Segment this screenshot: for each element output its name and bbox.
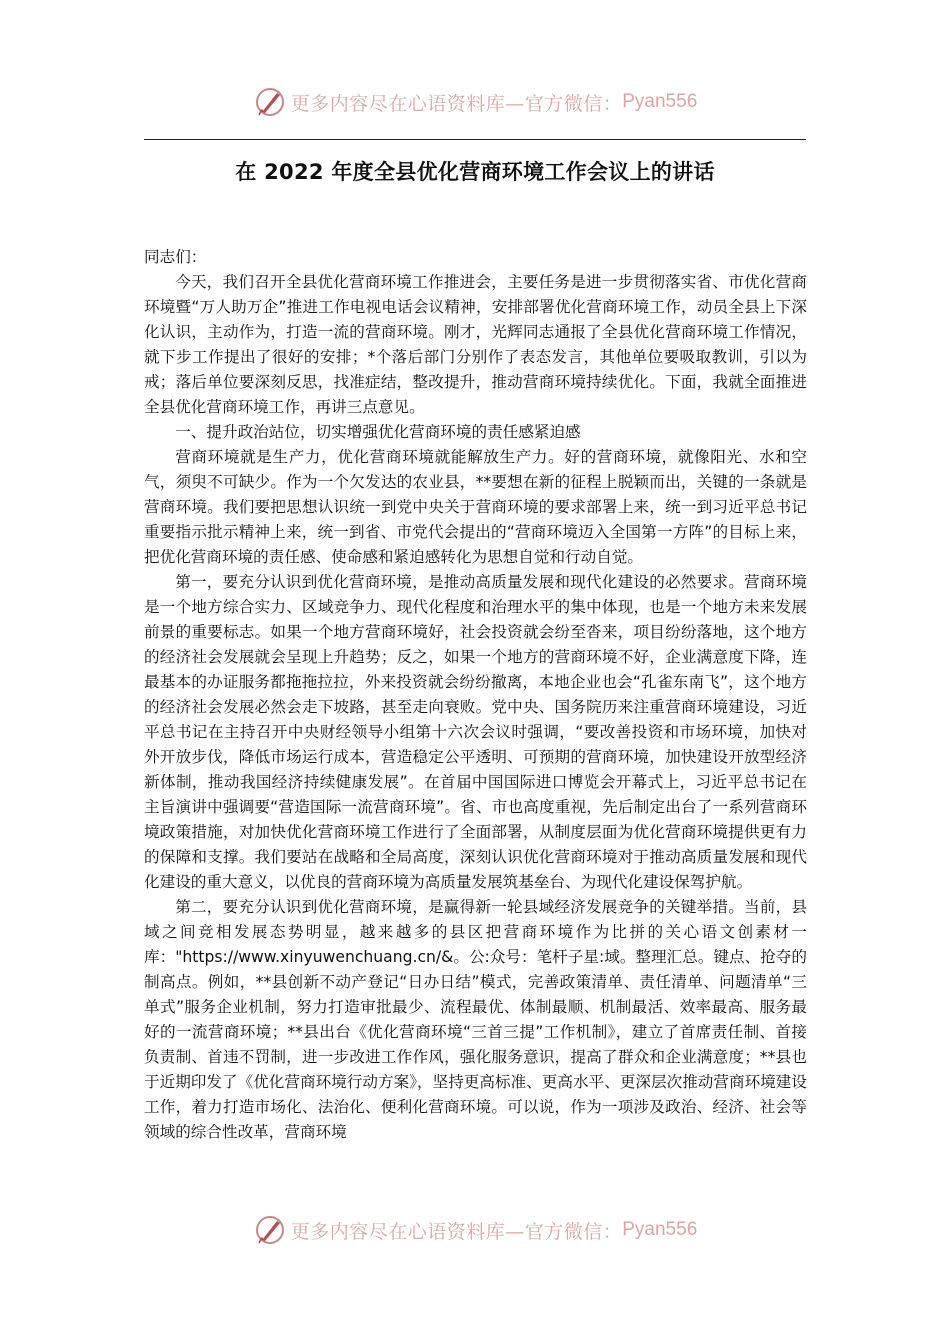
document-body — [144, 245, 807, 1145]
quill-pen-logo-icon — [253, 1213, 287, 1247]
paragraph: 第一，要充分认识到优化营商环境，是推动高质量发展和现代化建设的必然要求。营商环境是一个地方综合实力、区域竞争力、现代化程度和治理水平的集中体现，也是一个地方未来发展前景的重要标志。如果一个地方营商环境好，社会投资就会纷至沓来，项目纷纷落地，这个地方的经济社会发展就会呈现上升趋势；反之，如果一个地方的营商环境不好，企业满意度下降，连最基本的办证服务都拖拖拉拉，外来投资就会纷纷撤离，本地企业也会“孔雀东南飞”，这个地方的经济社会发展必然会走下坡路，甚至走向衰败。党中央、国务院历来注重营商环境建设，习近平总书记在主持召开中央财经领导小组第十六次会议时强调，“要改善投资和市场环境，加快对外开放步伐，降低市场运行成本，营造稳定公平透明、可预期的营商环境，加快建设开放型经济新体制，推动我国经济持续健康发展”。在首届中国国际进口博览会开幕式上，习近平总书记在主旨演讲中强调要“营造国际一流营商环境”。省、市也高度重视，先后制定出台了一系列营商环境政策措施，对加快优化营商环境工作进行了全面部署，从制度层面为优化营商环境提供更有力的保障和支撑。我们要站在战略和全局高度，深刻认识优化营商环境对于推动高质量发展和现代化建设的重大意义，以优良的营商环境为高质量发展筑基垒台、为现代化建设保驾护航。 — [144, 573, 807, 891]
footer-watermark-banner — [0, 1210, 950, 1250]
footer-banner-text: 更多内容尽在心语资料库—官方微信： — [290, 1220, 623, 1243]
document-title: 在 2022 年度全县优化营商环境工作会议上的讲话 — [235, 160, 715, 184]
paragraph: 第二，要充分认识到优化营商环境，是赢得新一轮县域经济发展竞争的关键举措。当前，县域之间竞相发展态势明显，越来越多的县区把营商环境作为比拼的关心语文创素材一库："https://www.xinyuwenchuang.cn/&。公:众号：笔杆子星:域。整理汇总。键点、抢夺的制高点。例如，**县创新不动产登记“日办日结”模式，完善政策清单、责任清单、问题清单“三单式”服务企业机制，努力打造审批最少、流程最优、体制最顺、机制最活、效率最高、服务最好的一流营商环境；**县出台《优化营商环境“三首三提”工作机制》，建立了首席责任制、首接负责制、首违不罚制，进一步改进工作作风，强化服务意识，提高了群众和企业满意度；**县也于近期印发了《优化营商环境行动方案》，坚持更高标准、更高水平、更深层次推动营商环境建设工作，着力打造市场化、法治化、便利化营商环境。可以说，作为一项涉及政治、经济、社会等领域的综合性改革，营商环境 — [144, 898, 807, 1141]
salutation: 同志们： — [144, 248, 207, 266]
header-banner-text: 更多内容尽在心语资料库—官方微信： — [290, 92, 623, 115]
footer-wechat-id: Pyan556 — [622, 1219, 698, 1240]
header-wechat-id: Pyan556 — [622, 91, 698, 112]
paragraph: 今天，我们召开全县优化营商环境工作推进会，主要任务是进一步贯彻落实省、市优化营商环境暨“万人助万企”推进工作电视电话会议精神，安排部署优化营商环境工作，动员全县上下深化认识，主动作为，打造一流的营商环境。刚才，光辉同志通报了全县优化营商环境工作情况，就下步工作提出了很好的安排；*个落后部门分别作了表态发言，其他单位要吸取教训，引以为戒；落后单位要深刻反思，找准症结，整改提升，推动营商环境持续优化。下面，我就全面推进全县优化营商环境工作，再讲三点意见。 — [144, 273, 807, 416]
header-watermark-banner — [0, 82, 950, 122]
section-heading: 一、提升政治站位，切实增强优化营商环境的责任感紧迫感 — [175, 423, 581, 441]
quill-pen-logo-icon — [253, 85, 287, 119]
header-divider — [144, 139, 806, 140]
paragraph: 营商环境就是生产力，优化营商环境就能解放生产力。好的营商环境，就像阳光、水和空气，须臾不可缺少。作为一个欠发达的农业县，**要想在新的征程上脱颖而出，关键的一条就是营商环境。我们要把思想认识统一到党中央关于营商环境的要求部署上来，统一到习近平总书记重要指示批示精神上来，统一到省、市党代会提出的“营商环境迈入全国第一方阵”的目标上来，把优化营商环境的责任感、使命感和紧迫感转化为思想自觉和行动自觉。 — [144, 448, 807, 566]
